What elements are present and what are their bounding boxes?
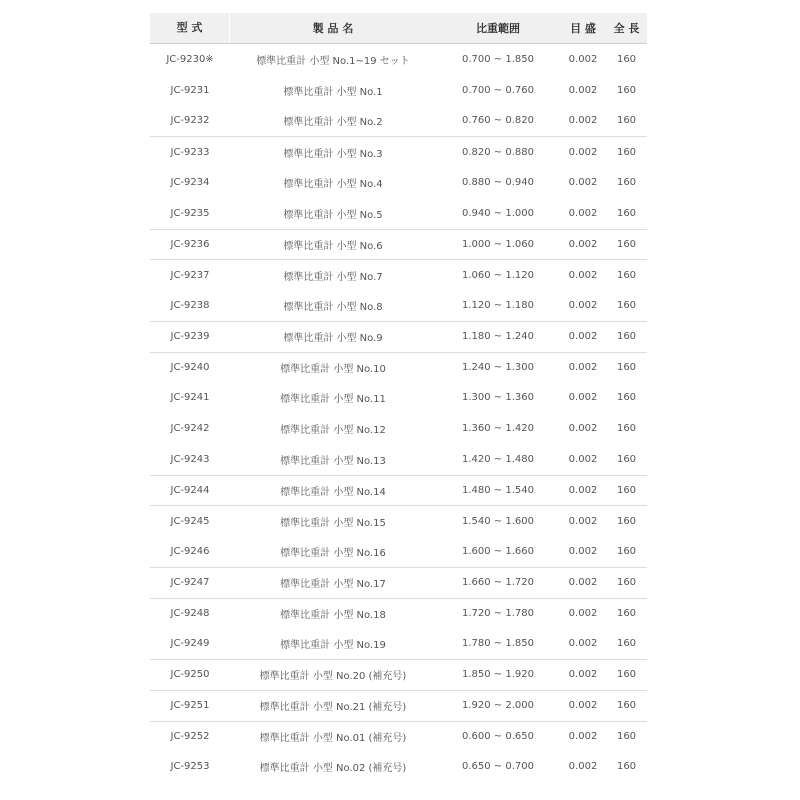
table-row bbox=[150, 229, 647, 260]
cell-length: 160 bbox=[616, 730, 637, 742]
table-row bbox=[150, 475, 647, 506]
cell-scale: 0.002 bbox=[568, 53, 598, 65]
header-product-name: 製 品 名 bbox=[312, 22, 354, 35]
cell-product-name: 標準比重計 小型 No.19 bbox=[280, 640, 386, 652]
cell-length: 160 bbox=[616, 115, 637, 127]
cell-scale: 0.002 bbox=[568, 176, 598, 188]
cell-gravity-range: 1.300 ~ 1.360 bbox=[462, 392, 534, 404]
cell-gravity-range: 1.920 ~ 2.000 bbox=[462, 700, 534, 712]
cell-length: 160 bbox=[616, 484, 637, 496]
cell-scale: 0.002 bbox=[568, 146, 598, 158]
cell-model: JC-9245 bbox=[170, 515, 210, 527]
cell-product-name: 標準比重計 小型 No.18 bbox=[280, 609, 386, 621]
cell-length: 160 bbox=[616, 361, 637, 373]
cell-length: 160 bbox=[616, 669, 637, 681]
cell-model: JC-9240 bbox=[170, 361, 210, 373]
cell-gravity-range: 0.650 ~ 0.700 bbox=[462, 761, 534, 773]
cell-length: 160 bbox=[616, 53, 637, 65]
table-row bbox=[150, 598, 647, 629]
cell-length: 160 bbox=[616, 238, 637, 250]
cell-scale: 0.002 bbox=[568, 638, 598, 650]
cell-gravity-range: 0.880 ~ 0.940 bbox=[462, 176, 534, 188]
cell-product-name: 標準比重計 小型 No.14 bbox=[280, 486, 386, 498]
cell-product-name: 標準比重計 小型 No.2 bbox=[283, 117, 383, 129]
cell-model: JC-9237 bbox=[170, 269, 210, 281]
cell-model: JC-9242 bbox=[170, 422, 210, 434]
cell-product-name: 標準比重計 小型 No.02 (補充号) bbox=[259, 763, 407, 775]
cell-gravity-range: 1.850 ~ 1.920 bbox=[462, 669, 534, 681]
cell-product-name: 標準比重計 小型 No.9 bbox=[283, 333, 383, 345]
table-row bbox=[150, 321, 647, 352]
cell-scale: 0.002 bbox=[568, 700, 598, 712]
cell-model: JC-9244 bbox=[170, 484, 210, 496]
cell-gravity-range: 1.060 ~ 1.120 bbox=[462, 269, 534, 281]
cell-product-name: 標準比重計 小型 No.1 bbox=[283, 86, 383, 98]
table-row bbox=[150, 106, 647, 137]
cell-gravity-range: 1.180 ~ 1.240 bbox=[462, 331, 534, 343]
table-row bbox=[150, 382, 647, 413]
cell-model: JC-9241 bbox=[170, 392, 210, 404]
cell-gravity-range: 1.600 ~ 1.660 bbox=[462, 545, 534, 557]
cell-length: 160 bbox=[616, 269, 637, 281]
cell-model: JC-9246 bbox=[170, 545, 210, 557]
cell-gravity-range: 1.120 ~ 1.180 bbox=[462, 299, 534, 311]
cell-scale: 0.002 bbox=[568, 515, 598, 527]
table-row bbox=[150, 536, 647, 567]
cell-gravity-range: 1.540 ~ 1.600 bbox=[462, 515, 534, 527]
cell-scale: 0.002 bbox=[568, 484, 598, 496]
table-row bbox=[150, 505, 647, 536]
cell-gravity-range: 1.000 ~ 1.060 bbox=[462, 238, 534, 250]
header-scale: 目 盛 bbox=[570, 22, 596, 35]
cell-model: JC-9231 bbox=[170, 84, 210, 96]
cell-model: JC-9250 bbox=[170, 669, 210, 681]
cell-product-name: 標準比重計 小型 No.11 bbox=[280, 394, 386, 406]
cell-product-name: 標準比重計 小型 No.15 bbox=[280, 517, 386, 529]
cell-model: JC-9249 bbox=[170, 638, 210, 650]
cell-gravity-range: 0.700 ~ 1.850 bbox=[462, 53, 534, 65]
cell-product-name: 標準比重計 小型 No.4 bbox=[283, 178, 383, 190]
cell-gravity-range: 1.660 ~ 1.720 bbox=[462, 577, 534, 589]
table-row bbox=[150, 198, 647, 229]
cell-scale: 0.002 bbox=[568, 730, 598, 742]
table-header bbox=[150, 13, 647, 44]
cell-length: 160 bbox=[616, 453, 637, 465]
cell-gravity-range: 1.240 ~ 1.300 bbox=[462, 361, 534, 373]
header-gravity-range: 比重範囲 bbox=[476, 22, 520, 35]
cell-length: 160 bbox=[616, 761, 637, 773]
header-length: 全 長 bbox=[613, 22, 640, 35]
cell-scale: 0.002 bbox=[568, 361, 598, 373]
cell-scale: 0.002 bbox=[568, 238, 598, 250]
table-row bbox=[150, 75, 647, 106]
cell-length: 160 bbox=[616, 607, 637, 619]
cell-scale: 0.002 bbox=[568, 761, 598, 773]
cell-scale: 0.002 bbox=[568, 207, 598, 219]
cell-model: JC-9248 bbox=[170, 607, 210, 619]
cell-gravity-range: 1.720 ~ 1.780 bbox=[462, 607, 534, 619]
table-row bbox=[150, 352, 647, 383]
table-row bbox=[150, 290, 647, 321]
cell-length: 160 bbox=[616, 422, 637, 434]
cell-model: JC-9233 bbox=[170, 146, 210, 158]
cell-product-name: 標準比重計 小型 No.17 bbox=[280, 579, 386, 591]
cell-gravity-range: 1.420 ~ 1.480 bbox=[462, 453, 534, 465]
cell-product-name: 標準比重計 小型 No.8 bbox=[283, 301, 383, 313]
cell-scale: 0.002 bbox=[568, 84, 598, 96]
cell-gravity-range: 1.480 ~ 1.540 bbox=[462, 484, 534, 496]
table-row bbox=[150, 444, 647, 475]
cell-length: 160 bbox=[616, 577, 637, 589]
cell-model: JC-9247 bbox=[170, 577, 210, 589]
cell-model: JC-9238 bbox=[170, 299, 210, 311]
cell-length: 160 bbox=[616, 638, 637, 650]
table-row bbox=[150, 721, 647, 752]
cell-gravity-range: 0.820 ~ 0.880 bbox=[462, 146, 534, 158]
cell-scale: 0.002 bbox=[568, 453, 598, 465]
cell-scale: 0.002 bbox=[568, 115, 598, 127]
cell-model: JC-9234 bbox=[170, 176, 210, 188]
cell-product-name: 標準比重計 小型 No.13 bbox=[280, 455, 386, 467]
cell-scale: 0.002 bbox=[568, 577, 598, 589]
cell-length: 160 bbox=[616, 331, 637, 343]
cell-scale: 0.002 bbox=[568, 331, 598, 343]
table-row bbox=[150, 690, 647, 721]
table-row bbox=[150, 167, 647, 198]
cell-model: JC-9251 bbox=[170, 700, 210, 712]
cell-scale: 0.002 bbox=[568, 299, 598, 311]
cell-model: JC-9235 bbox=[170, 207, 210, 219]
cell-model: JC-9232 bbox=[170, 115, 210, 127]
cell-product-name: 標準比重計 小型 No.01 (補充号) bbox=[259, 732, 407, 744]
cell-gravity-range: 1.360 ~ 1.420 bbox=[462, 422, 534, 434]
table-row bbox=[150, 567, 647, 598]
table-row bbox=[150, 751, 647, 782]
cell-length: 160 bbox=[616, 299, 637, 311]
cell-product-name: 標準比重計 小型 No.3 bbox=[283, 148, 383, 160]
table-row bbox=[150, 259, 647, 290]
cell-scale: 0.002 bbox=[568, 269, 598, 281]
cell-model: JC-9239 bbox=[170, 331, 210, 343]
cell-gravity-range: 0.700 ~ 0.760 bbox=[462, 84, 534, 96]
cell-length: 160 bbox=[616, 146, 637, 158]
cell-scale: 0.002 bbox=[568, 422, 598, 434]
cell-length: 160 bbox=[616, 515, 637, 527]
table-row bbox=[150, 44, 647, 75]
cell-product-name: 標準比重計 小型 No.1~19 セット bbox=[256, 55, 410, 67]
cell-model: JC-9236 bbox=[170, 238, 210, 250]
cell-gravity-range: 0.940 ~ 1.000 bbox=[462, 207, 534, 219]
cell-length: 160 bbox=[616, 545, 637, 557]
cell-scale: 0.002 bbox=[568, 392, 598, 404]
table-row bbox=[150, 136, 647, 167]
cell-product-name: 標準比重計 小型 No.6 bbox=[283, 240, 383, 252]
table-row bbox=[150, 659, 647, 690]
table-body bbox=[150, 44, 647, 782]
cell-product-name: 標準比重計 小型 No.12 bbox=[280, 424, 386, 436]
cell-scale: 0.002 bbox=[568, 669, 598, 681]
table-row bbox=[150, 413, 647, 444]
cell-length: 160 bbox=[616, 207, 637, 219]
cell-model: JC-9230※ bbox=[166, 53, 214, 65]
cell-length: 160 bbox=[616, 392, 637, 404]
cell-product-name: 標準比重計 小型 No.10 bbox=[280, 363, 386, 375]
spec-table bbox=[150, 13, 647, 782]
cell-product-name: 標準比重計 小型 No.20 (補充号) bbox=[259, 671, 407, 683]
cell-model: JC-9253 bbox=[170, 761, 210, 773]
cell-gravity-range: 0.600 ~ 0.650 bbox=[462, 730, 534, 742]
cell-length: 160 bbox=[616, 176, 637, 188]
cell-scale: 0.002 bbox=[568, 607, 598, 619]
cell-scale: 0.002 bbox=[568, 545, 598, 557]
cell-product-name: 標準比重計 小型 No.21 (補充号) bbox=[259, 702, 407, 714]
table-row bbox=[150, 628, 647, 659]
cell-product-name: 標準比重計 小型 No.5 bbox=[283, 209, 383, 221]
cell-product-name: 標準比重計 小型 No.16 bbox=[280, 547, 386, 559]
cell-length: 160 bbox=[616, 700, 637, 712]
cell-length: 160 bbox=[616, 84, 637, 96]
cell-product-name: 標準比重計 小型 No.7 bbox=[283, 271, 383, 283]
cell-gravity-range: 1.780 ~ 1.850 bbox=[462, 638, 534, 650]
header-model: 型 式 bbox=[150, 13, 230, 43]
cell-gravity-range: 0.760 ~ 0.820 bbox=[462, 115, 534, 127]
cell-model: JC-9252 bbox=[170, 730, 210, 742]
cell-model: JC-9243 bbox=[170, 453, 210, 465]
